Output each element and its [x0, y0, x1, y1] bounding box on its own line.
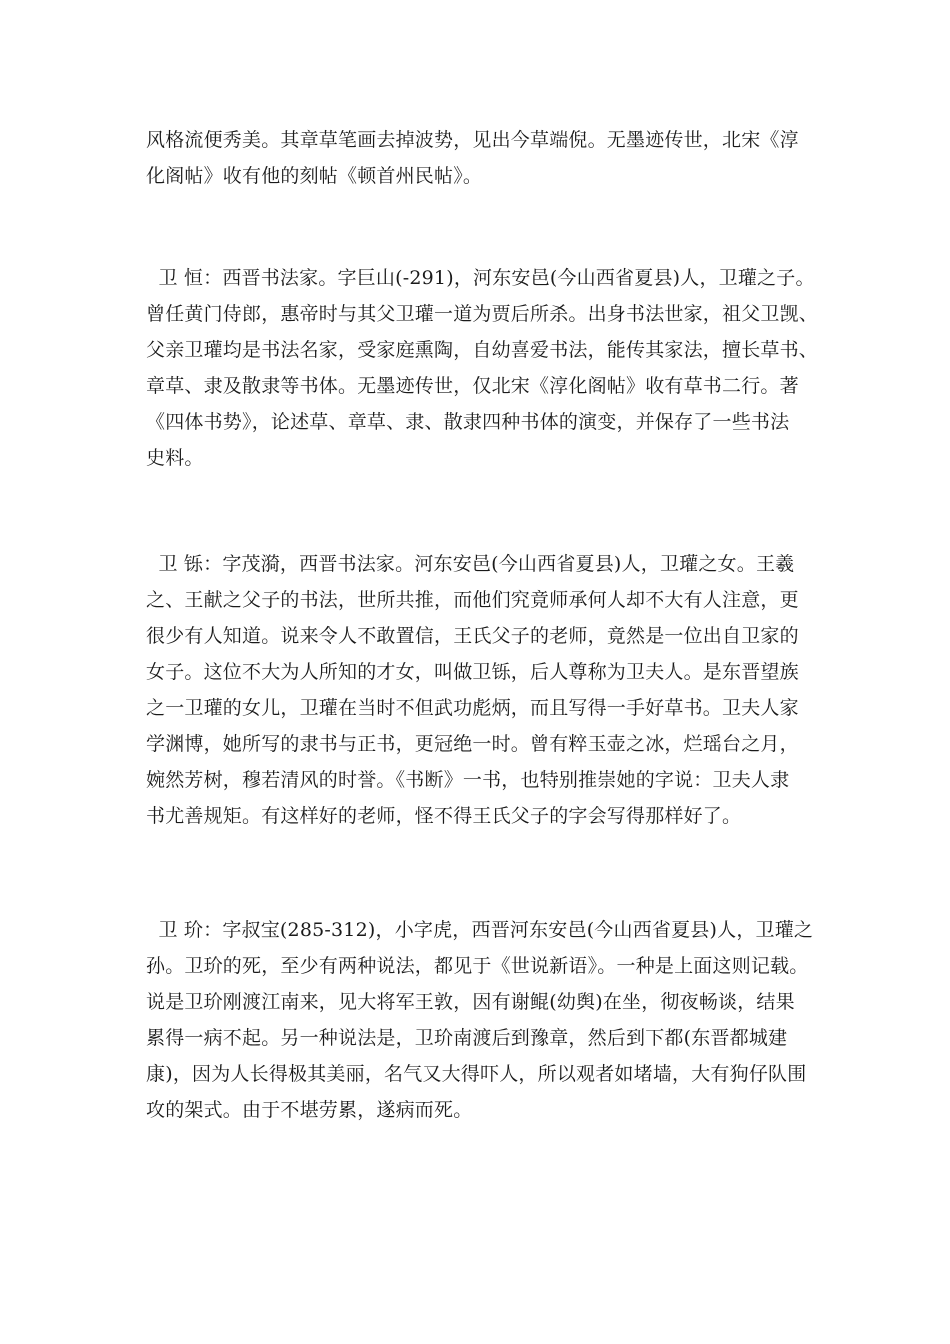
- text-line: 之一卫瓘的女儿，卫瓘在当时不但武功彪炳，而且写得一手好草书。卫夫人家: [146, 697, 799, 719]
- text-line: 卫 恒：西晋书法家。字巨山(-291)，河东安邑(今山西省夏县)人，卫瓘之子。: [146, 267, 815, 289]
- text-line: 婉然芳树，穆若清风的时誉。《书断》一书，也特别推崇她的字说：卫夫人隶: [146, 769, 790, 791]
- text-line: 累得一病不起。另一种说法是，卫玠南渡后到豫章，然后到下都(东晋都城建: [146, 1027, 788, 1049]
- text-line: 《四体书势》，论述草、章草、隶、散隶四种书体的演变，并保存了一些书法: [146, 411, 790, 433]
- text-line: 卫 铄：字茂漪，西晋书法家。河东安邑(今山西省夏县)人，卫瓘之女。王羲: [146, 553, 795, 575]
- text-line: 孙。卫玠的死，至少有两种说法，都见于《世说新语》。一种是上面这则记载。: [146, 955, 809, 977]
- paragraph-wei-heng: [146, 260, 819, 476]
- text-line: 父亲卫瓘均是书法名家，受家庭熏陶，自幼喜爱书法，能传其家法，擅长草书、: [146, 339, 819, 361]
- paragraph-wei-jie: [146, 912, 814, 1128]
- paragraph-wei-shuo: [146, 546, 810, 834]
- text-line: 化阁帖》收有他的刻帖《顿首州民帖》。: [146, 165, 483, 187]
- text-line: 卫 玠：字叔宝(285-312)，小字虎，西晋河东安邑(今山西省夏县)人，卫瓘之: [146, 919, 814, 941]
- text-line: 女子。这位不大为人所知的才女，叫做卫铄，后人尊称为卫夫人。是东晋望族: [146, 661, 799, 683]
- text-line: 之、王献之父子的书法，世所共推，而他们究竟师承何人却不大有人注意，更: [146, 589, 799, 611]
- text-line: 康)，因为人长得极其美丽，名气又大得吓人，所以观者如堵墙，大有狗仔队围: [146, 1063, 807, 1085]
- text-line: 学渊博，她所写的隶书与正书，更冠绝一时。曾有粹玉壶之冰，烂瑶台之月，: [146, 733, 799, 755]
- text-line: 很少有人知道。说来令人不敢置信，王氏父子的老师，竟然是一位出自卫家的: [146, 625, 799, 647]
- text-line: 史料。: [146, 447, 204, 469]
- text-line: 攻的架式。由于不堪劳累，遂病而死。: [146, 1099, 473, 1121]
- text-line: 风格流便秀美。其章草笔画去掉波势，见出今草端倪。无墨迹传世，北宋《淳: [146, 129, 799, 151]
- text-line: 书尤善规矩。有这样好的老师，怪不得王氏父子的字会写得那样好了。: [146, 805, 742, 827]
- paragraph-wei-guan-continued: [146, 122, 810, 194]
- text-line: 章草、隶及散隶等书体。无墨迹传世，仅北宋《淳化阁帖》收有草书二行。著: [146, 375, 799, 397]
- text-line: 曾任黄门侍郎，惠帝时与其父卫瓘一道为贾后所杀。出身书法世家，祖父卫觊、: [146, 303, 819, 325]
- text-line: 说是卫玠刚渡江南来，见大将军王敦，因有谢鲲(幼舆)在坐，彻夜畅谈，结果: [146, 991, 795, 1013]
